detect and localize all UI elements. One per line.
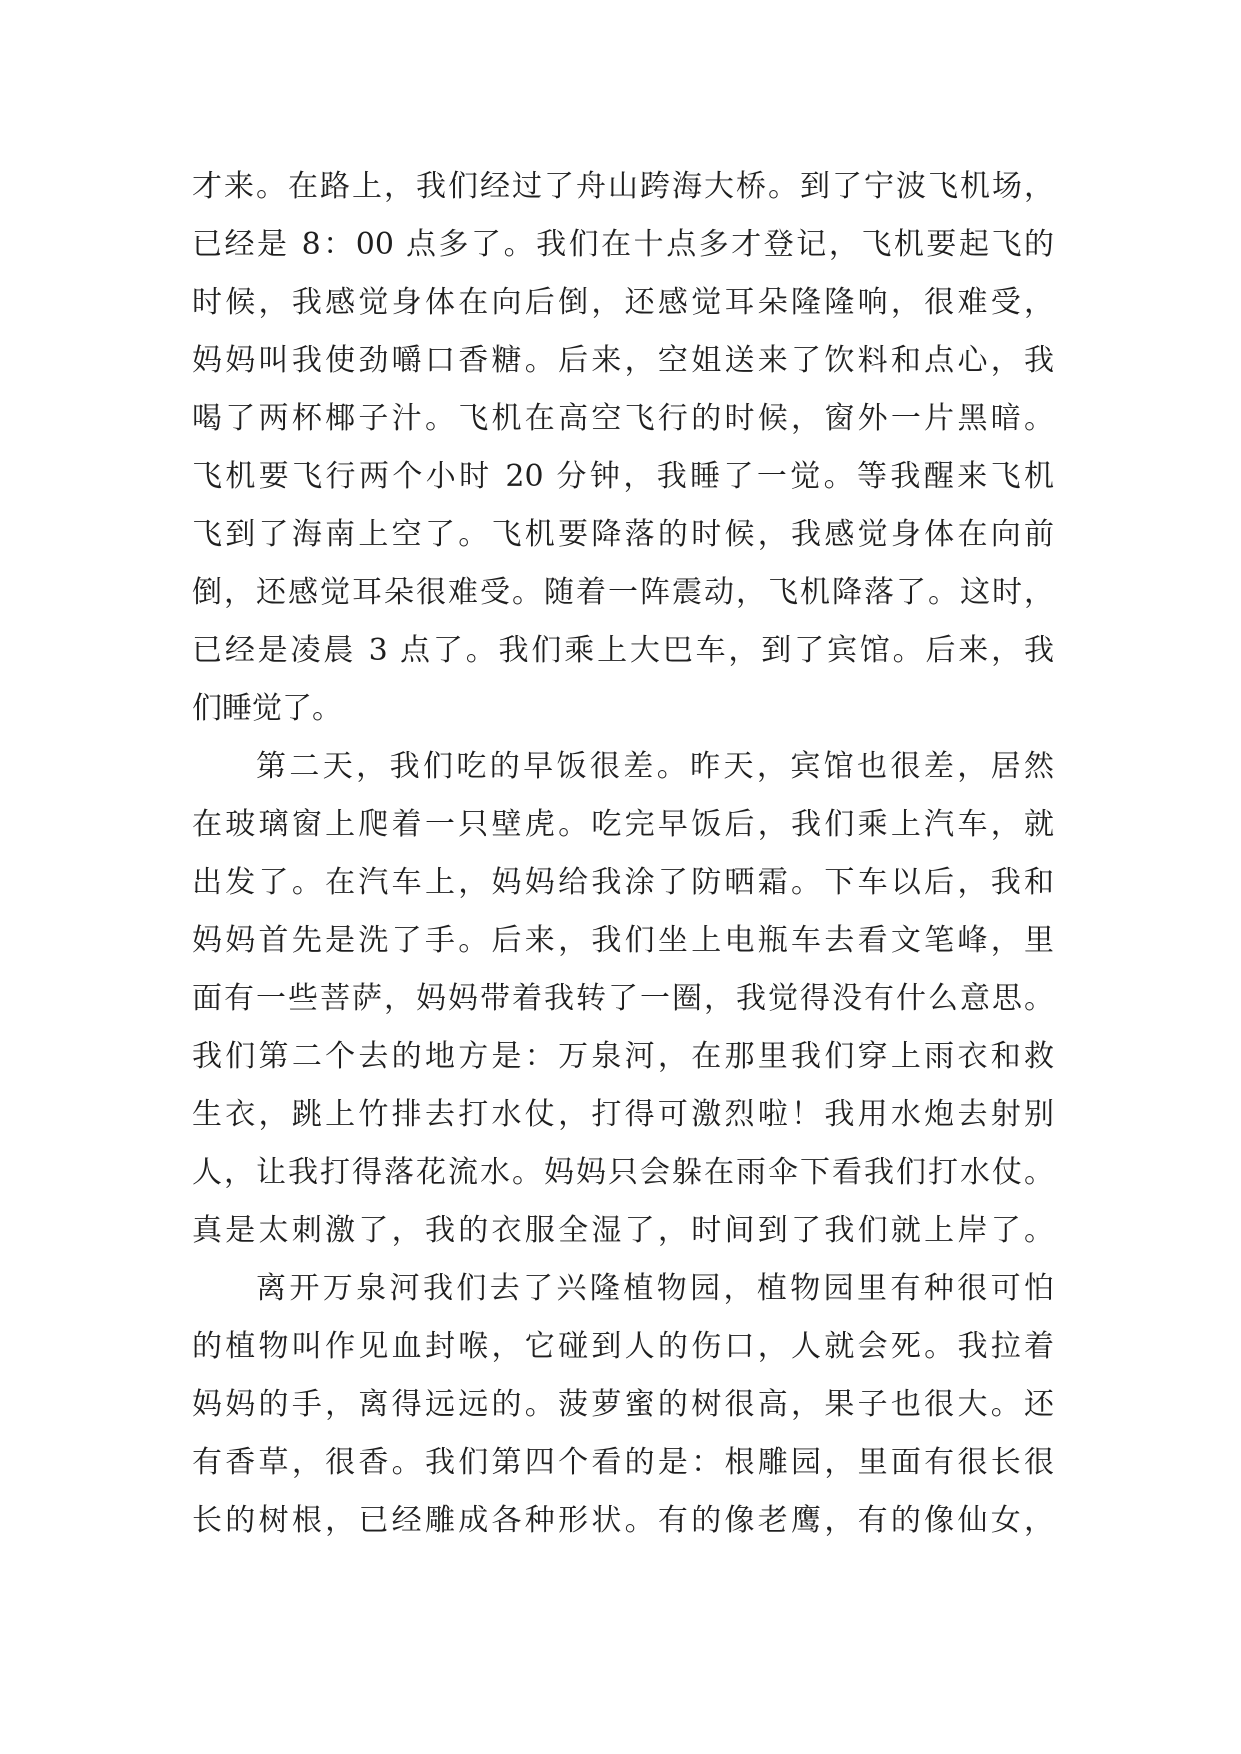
text-line: 我们第二个去的地方是：万泉河，在那里我们穿上雨衣和救 [192,1039,1054,1074]
text-line: 面有一些菩萨，妈妈带着我转了一圈，我觉得没有什么意思。 [192,981,1054,1016]
text-line: 妈妈的手，离得远远的。菠萝蜜的树很高，果子也很大。还 [192,1387,1054,1422]
text-line: 出发了。在汽车上，妈妈给我涂了防晒霜。下车以后，我和 [192,865,1054,900]
text-line: 们睡觉了。 [192,691,342,726]
body-text [192,158,1054,1550]
text-line: 真是太刺激了，我的衣服全湿了，时间到了我们就上岸了。 [192,1213,1054,1248]
text-line: 在玻璃窗上爬着一只壁虎。吃完早饭后，我们乘上汽车，就 [192,807,1054,842]
paragraph-first-line: 第二天，我们吃的早饭很差。昨天，宾馆也很差，居然 [256,749,1054,784]
text-line: 妈妈叫我使劲嚼口香糖。后来，空姐送来了饮料和点心，我 [192,343,1054,378]
text-line: 已经是凌晨 3 点了。我们乘上大巴车，到了宾馆。后来，我 [192,633,1054,668]
text-line: 的植物叫作见血封喉，它碰到人的伤口，人就会死。我拉着 [192,1329,1054,1364]
text-line: 才来。在路上，我们经过了舟山跨海大桥。到了宁波飞机场， [192,169,1054,204]
text-line: 飞到了海南上空了。飞机要降落的时候，我感觉身体在向前 [192,517,1054,552]
text-line: 倒，还感觉耳朵很难受。随着一阵震动，飞机降落了。这时， [192,575,1054,610]
text-line: 时候，我感觉身体在向后倒，还感觉耳朵隆隆响，很难受， [192,285,1054,320]
text-line: 有香草，很香。我们第四个看的是：根雕园，里面有很长很 [192,1445,1054,1480]
text-line: 飞机要飞行两个小时 20 分钟，我睡了一觉。等我醒来飞机 [192,459,1054,494]
text-line: 已经是 8：00 点多了。我们在十点多才登记，飞机要起飞的 [192,227,1054,262]
text-line: 喝了两杯椰子汁。飞机在高空飞行的时候，窗外一片黑暗。 [192,401,1054,436]
text-line: 生衣，跳上竹排去打水仗，打得可激烈啦！我用水炮去射别 [192,1097,1054,1132]
text-line: 长的树根，已经雕成各种形状。有的像老鹰，有的像仙女， [192,1503,1054,1538]
paragraph-first-line: 离开万泉河我们去了兴隆植物园，植物园里有种很可怕 [256,1271,1054,1306]
text-line: 妈妈首先是洗了手。后来，我们坐上电瓶车去看文笔峰，里 [192,923,1054,958]
text-line: 人，让我打得落花流水。妈妈只会躲在雨伞下看我们打水仗。 [192,1155,1054,1190]
